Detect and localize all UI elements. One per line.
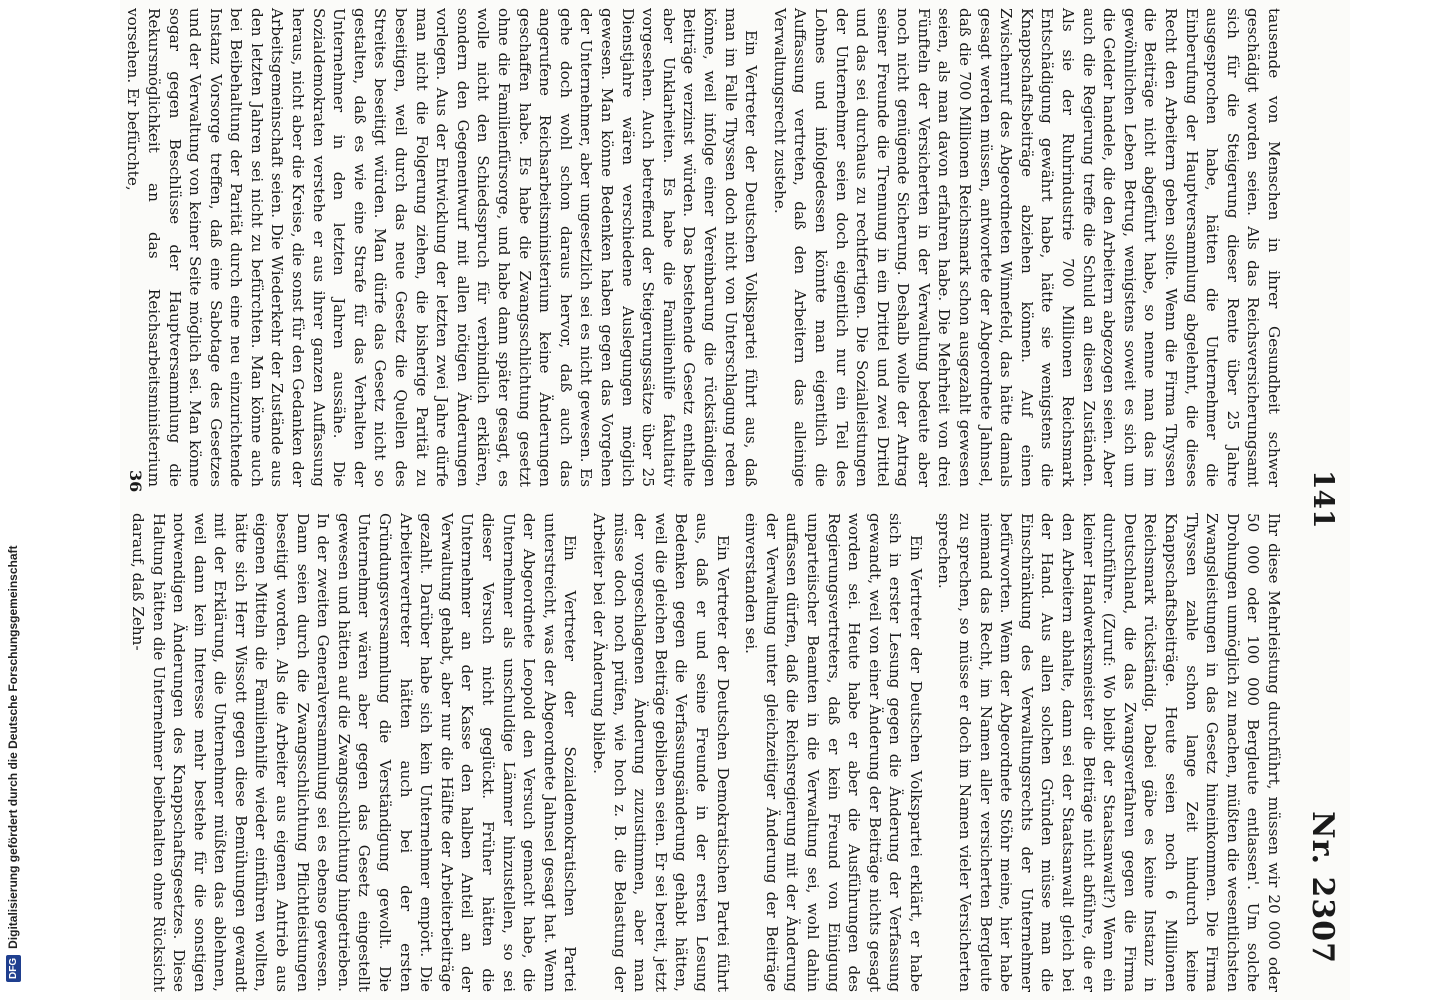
paragraph: Ihr diese Mehrleistung durchführt, müssen wir 20 000 oder 50 000 oder 100 000 Bergleute entlassen'. Um solche Drohungen unmöglich zu machen, müßten die wesentlichsten Zwangsleistungen in das Gesetz hineinkommen. Die Firma Thyssen zahle schon lange Zeit hindurch keine Knappschaftsbeiträge. Heute seien noch 6 Millionen Reichsmark rückständig. Dabei gäbe es keine Instanz in Deutschland, die das Zwangsverfahren gegen die Firma durchführe. (Zuruf: Wo bleibt der Staatsanwalt?) Wenn ein kleiner Handwerksmeister die Beiträge nicht abführe, die er den Arbeitern abhalte, dann sei der Staatsanwalt gleich bei der Hand. Aus allen solchen Gründen müsse man die Einschränkung des Verwaltungsrechts der Unternehmer befürworten. Wenn der Abgeordnete Stöhr meine, hier habe niemand das Recht, im Namen aller versicherten Bergleute zu sprechen, so müsse er doch im Namen vieler Versicherten sprechen. [935, 513, 1283, 992]
paragraph: Ein Vertreter der Deutschen Volkspartei erklärt, er habe sich in erster Lesung gegen die Änderung der Verfassung gewandt, weil von einer Änderung der Beiträge nichts gesagt worden sei. Heute habe er aber die Ausführungen des Regierungsvertreters, daß er kein Freund von Einigung unparteiischer Beamten in die Verwaltung sei, wohl dahin auffassen dürfen, daß die Reichsregierung mit der Änderung der Verwaltung unter gleichzeitiger Änderung der Beiträge einverstanden sei. [742, 513, 925, 992]
page-header [1300, 0, 1340, 1000]
credit-line [0, 0, 26, 1000]
dfg-logo-icon: DFG [6, 955, 21, 982]
paragraph: tausende von Menschen in ihrer Gesundheit schwer geschädigt worden seien. Als das Reichsversicherungsamt sich für die Steigerung dieser Rente über 25 Jahre ausgesprochen habe, hätten die Unternehmer die Einberufung der Hauptversammlung abgelehnt, die dieses Recht den Arbeitern geben sollte. Wenn die Firma Thyssen die Beiträge nicht abgeführt habe, so nenne man das im gewöhnlichen Leben Betrug, wenigstens soweit es sich um die Gelder handele, die den Arbeitern abgezogen seien. Aber auch die Regierung treffe die Schuld an diesen Zuständen. Als sie der Ruhrindustrie 700 Millionen Reichsmark Entschädigung gewährt habe, hätte sie wenigstens die Knappschaftsbeiträge abziehen können. Auf einen Zwischenruf des Abgeordneten Winnefeld, das hätte damals gesagt werden müssen, antwortete der Abgeordnete Jahnsel, daß die 700 Millionen Reichsmark schon ausgezahlt gewesen seien, als man davon erfahren habe. Die Mehrheit von drei Fünfteln der Versicherten in der Verwaltung bedeute aber noch nicht genügende Sicherung. Deshalb wolle der Antrag seiner Freunde die Trennung in ein Drittel und zwei Drittel und das sei durchaus zu rechtfertigen. Die Sozialleistungen der Unternehmer seien doch eigentlich nur ein Teil des Lohnes und infolgedessen könnte man eigentlich die Auffassung vertreten, daß den Arbeitern das alleinige Verwaltungsrecht zustehe. [770, 8, 1283, 487]
paragraph: Ein Vertreter der Deutschen Demokratischen Partei führt aus, daß er und seine Freunde in der ersten Lesung Bedenken gegen die Verfassungsänderung gehabt hätten, weil die gleichen Beiträge geblieben seien. Er sei bereit, jetzt der vorgeschlagenen Änderung zuzustimmen, aber man müsse doch noch prüfen, wie hoch z. B. die Belastung der Arbeiter bei der Änderung bliebe. [590, 513, 732, 992]
issue-number: Nr. 2307 [1305, 811, 1340, 964]
sheet-number: 36 [126, 470, 145, 493]
text-columns [124, 8, 1284, 992]
page-number: 141 [1307, 470, 1340, 529]
paragraph: Ein Vertreter der Deutschen Volkspartei führt aus, daß man im Falle Thyssen doch nicht von Unterschlagung reden könne, weil infolge einer Vereinbarung die rückständigen Beiträge verzinst würden. Das bestehende Gesetz enthalte aber Unklarheiten. Es habe die Familienhilfe fakultativ vorgesehen. Auch betreffend der Steigerungssätze über 25 Dienstjahre wären verschiedene Auslegungen möglich gewesen. Man könne Bedenken haben gegen das Vorgehen der Unternehmer, aber ungesetzlich sei es nicht gewesen. Es gehe doch wohl schon daraus hervor, daß auch das angerufene Reichsarbeitsministerium keine Änderungen geschaffen habe. Es habe die Zwangsschlichtung gesetzt ohne die Familienfürsorge, und habe dann später gesagt, es wolle nicht den Schiedsspruch für verbindlich erklären, sondern den Gegenentwurf mit allen nötigen Änderungen vorlegen. Aus der Entwicklung der letzten zwei Jahre dürfe man nicht die Folgerung ziehen, die bisherige Parität zu beseitigen, weil durch das neue Gesetz die Quellen des Streites beseitigt würden. Man dürfe das Gesetz nicht so gestalten, daß es wie eine Strafe für das Verhalten der Unternehmer in den letzten Jahren aussähe. Die Sozialdemokraten verstehe er aus ihrer ganzen Auffassung heraus, nicht aber die Kreise, die sonst für den Gedanken der Arbeitsgemeinschaft seien. Die Wiederkehr der Zustände aus den letzten Jahren sei nicht zu befürchten. Man könne auch bei Beibehaltung der Parität durch eine neu einzurichtende Instanz Vorsorge treffen, daß eine Sabotage des Gesetzes und der Verwaltung von keiner Seite möglich sei. Man könne sogar gegen Beschlüsse der Hauptversammlung die Rekursmöglichkeit an das Reichsarbeitsministerium vorsehen. Er befürchte, [124, 8, 761, 487]
paragraph: Ein Vertreter der Sozialdemokratischen Partei unterstreicht, was der Abgeordnete Jahnsel gesagt hat. Wenn der Abgeordnete Leopold den Versuch gemacht habe, die Unternehmer als unschuldige Lämmer hinzustellen, so sei dieser Versuch nicht geglückt. Früher hätten die Unternehmer an der Kasse den halben Anteil an der Verwaltung gehabt, aber nur die Hälfte der Arbeiterbeiträge gezahlt. Darüber habe sich kein Unternehmer empört. Die Arbeitervertreter hätten auch bei der ersten Gründungsversammlung die Verständigung gewollt. Die Unternehmer wären aber gegen das Gesetz eingestellt gewesen und hätten auf die Zwangsschlichtung hingetrieben. In der zweiten Generalversammlung sei es ebenso gewesen. Dann seien durch die Zwangsschlichtung Pflichtleistungen beseitigt worden. Als die Arbeiter aus eigenen Antrieb aus eigenen Mitteln die Familienhilfe wieder einführen wollten, hätte sich Herr Wissott gegen diese Bemühungen gewandt mit der Erklärung, die Unternehmer müßten das ablehnen, weil dann kein Interesse mehr bestehe für die sonstigen notwendigen Änderungen des Knappschaftsgesetzes. Diese Haltung hätten die Unternehmer beibehalten ohne Rücksicht darauf, daß Zehn- [128, 513, 580, 992]
credit-strip [0, 0, 26, 1000]
scanned-page [120, 0, 1350, 1000]
right-column [128, 513, 1284, 992]
credit-text: Digitalisierung gefördert durch die Deutsche Forschungsgemeinschaft [6, 545, 20, 949]
